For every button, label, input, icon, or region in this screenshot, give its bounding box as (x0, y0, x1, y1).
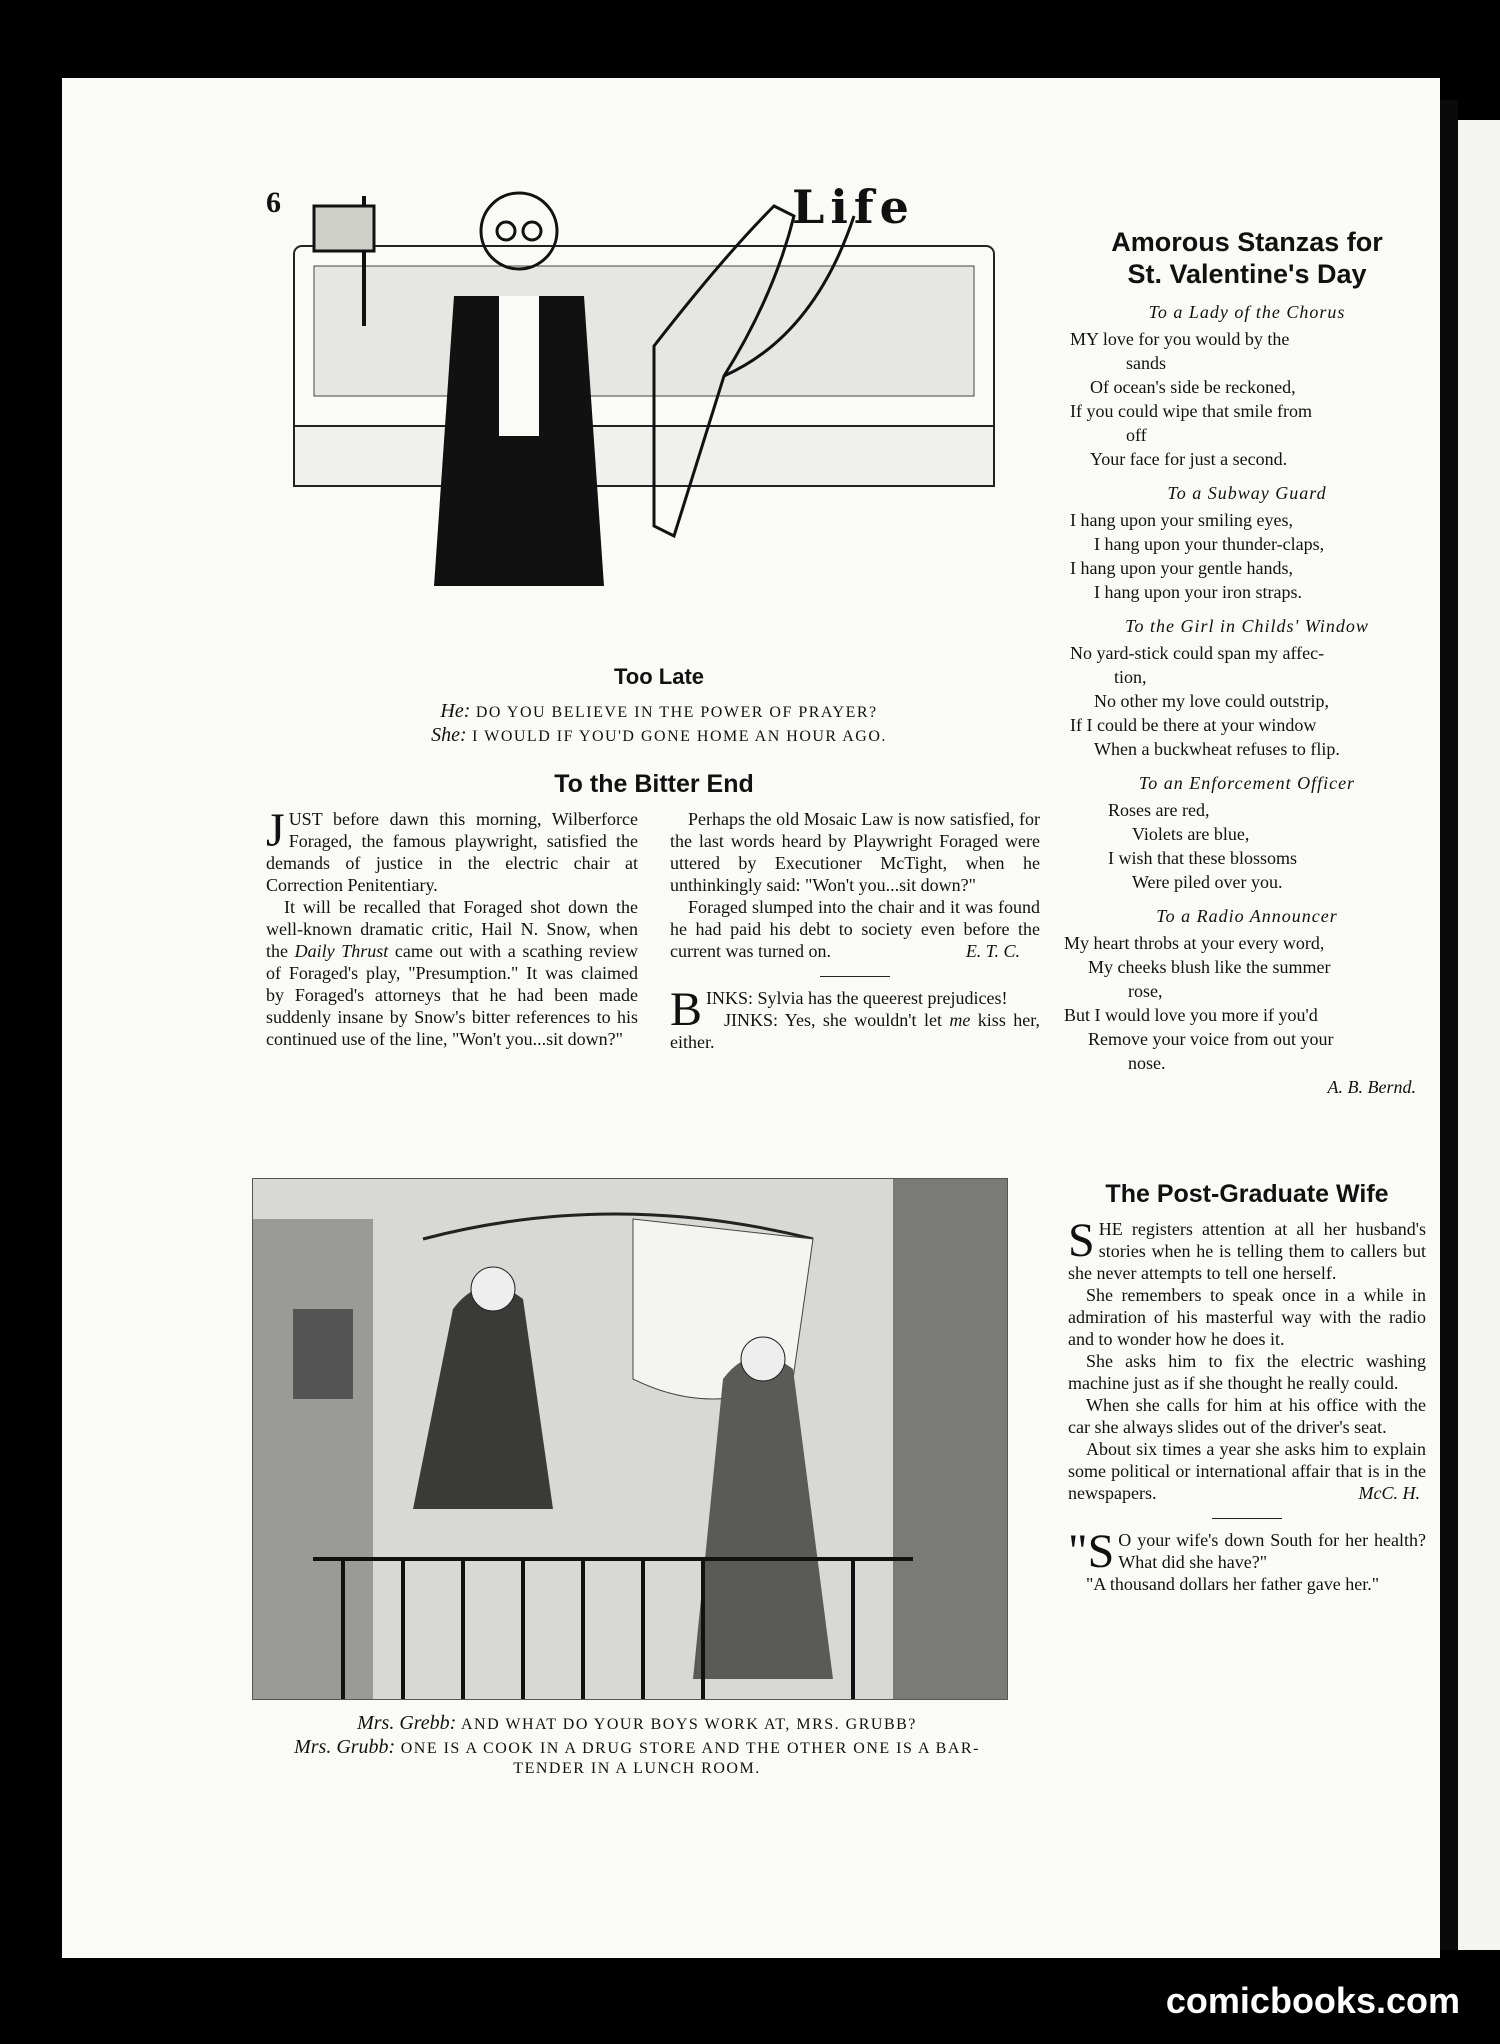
he-label: He: (440, 700, 471, 722)
wife-para-4: When she calls for him at his office with the car she always slides out of the driver's seat. (1068, 1395, 1426, 1437)
wife-signature: McC. H. (1358, 1483, 1420, 1503)
binks-line-1: BINKS: Sylvia has the queerest prejudices! (670, 983, 1008, 1036)
poem-childs-window: To the Girl in Childs' Window No yard-stick could span my affec- tion, No other my love could outstrip, If I could be there at your window When a buckwheat refuses to flip. (1070, 616, 1369, 759)
wife-para-2: She remembers to speak once in a while in admiration of his masterful way with the radio and to wonder how he does it. (1068, 1285, 1426, 1349)
watermark: comicbooks.com (1165, 1980, 1460, 2021)
poem-chorus: To a Lady of the Chorus MY love for you would by the sands Of ocean's side be reckoned, If you could wipe that smile from off Your face for just a second. (1070, 302, 1346, 469)
stanzas-signature: A. B. Bernd. (1327, 1077, 1416, 1097)
bitter-end-title: To the Bitter End (554, 770, 754, 798)
binks-line-2: JINKS: Yes, she wouldn't let me kiss her, either. (670, 1010, 1041, 1052)
poem-subway-guard: To a Subway Guard I hang upon your smiling eyes, I hang upon your thunder-claps, I hang upon your gentle hands, I hang upon your iron straps. (1070, 483, 1327, 602)
wife-title: The Post-Graduate Wife (1105, 1180, 1389, 1208)
bitter-end-para-4: Foraged slumped into the chair and it was found he had paid his debt to society even before the current was turned on. E. T. C. (670, 897, 1040, 961)
she-text: I WOULD IF YOU'D GONE HOME AN HOUR AGO. (472, 728, 887, 745)
poem-enforcement-officer: To an Enforcement Officer Roses are red, Violets are blue, I wish that these blossoms Were piled over you. (1108, 773, 1356, 892)
clothesline-drawing (252, 1178, 1008, 1700)
bitter-end-para-3: Perhaps the old Mosaic Law is now satisfied, for the last words heard by Playwright Foraged were uttered by Executioner McTight, when he unthinkingly said: "Won't you...sit down?" (670, 809, 1040, 895)
south-line-2: "A thousand dollars her father gave her." (1086, 1574, 1380, 1594)
cartoon2-grubb-line-2: TENDER IN A LUNCH ROOM. (513, 1760, 761, 1777)
drop-cap: J (266, 804, 285, 857)
divider (820, 976, 890, 977)
wife-para-5: About six times a year she asks him to explain some political or international affair that is in the newspapers. McC. H. (1068, 1439, 1426, 1503)
he-text: DO YOU BELIEVE IN THE POWER OF PRAYER? (475, 704, 878, 721)
bitter-end-para-2: It will be recalled that Foraged shot down the well-known dramatic critic, Hail N. Snow, when the Daily Thrust came out with a scathing review of Foraged's play, "Presumption." It was claimed by Foraged's attorneys that he had been made suddenly insane by Snow's bitter references to his continued use of the line, "Won't you...sit down?" (266, 897, 638, 1049)
bitter-end-para-1: JUST before dawn this morning, Wilberforce Foraged, the famous playwright, satisfied the demands of justice in the electric chair at Correction Penitentiary. (266, 804, 638, 895)
poem-radio-announcer: To a Radio Announcer My heart throbs at your every word, My cheeks blush like the summer rose, But I would love you more if you'd Remove your voice from out your nose. A. B. Bernd. (1064, 906, 1430, 1099)
too-late-cartoon (254, 176, 1034, 590)
cartoon2-grebb-line: Mrs. Grebb: AND WHAT DO YOUR BOYS WORK AT, MRS. GRUBB? (357, 1712, 917, 1734)
stanzas-title: Amorous Stanzas for St. Valentine's Day (1111, 227, 1383, 289)
cartoon1-title: Too Late (613, 664, 705, 689)
bitter-end-signature: E. T. C. (965, 941, 1020, 961)
cartoon2-grubb-line: Mrs. Grubb: ONE IS A COOK IN A DRUG STORE AND THE OTHER ONE IS A BAR- (294, 1736, 980, 1758)
wife-para-3: She asks him to fix the electric washing machine just as if she thought he really could. (1068, 1351, 1426, 1393)
cartoon1-she-line (254, 724, 1064, 747)
divider (1212, 1518, 1282, 1519)
facing-page-edge (1458, 120, 1500, 1950)
wife-para-1: SHE registers attention at all her husband's stories when he is telling them to callers but she never attempts to tell one herself. (1068, 1214, 1426, 1283)
cartoon1-he-line (254, 700, 1064, 723)
south-line-1: "S O your wife's down South for her health? What did she have?" (1068, 1525, 1426, 1578)
she-label: She: (431, 724, 467, 746)
bitter-end-column-1 (266, 804, 638, 1050)
bitter-end-column-2 (670, 808, 1040, 1053)
page-gutter-shadow (1440, 100, 1458, 1950)
wife-article (1068, 1214, 1426, 1595)
stanzas-poems (1064, 302, 1430, 1099)
masthead-logo: Life (792, 180, 915, 234)
page-number: 6 (266, 186, 281, 219)
